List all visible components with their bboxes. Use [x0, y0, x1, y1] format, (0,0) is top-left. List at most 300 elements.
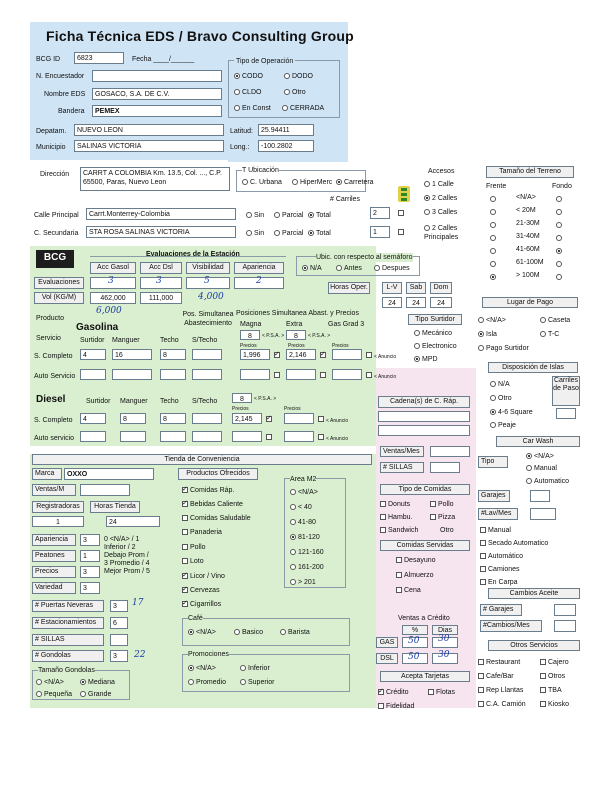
gas-scompleto-label: S. Completo	[34, 353, 73, 360]
cadena-field-1[interactable]	[378, 411, 470, 422]
vol-handwriting-2: 4,000	[198, 292, 224, 302]
pago-isla[interactable]: Isla	[478, 330, 497, 339]
evaluaciones-row-label: Evaluaciones	[34, 277, 84, 289]
srv-cafebar[interactable]: Cafe/Bar	[478, 672, 514, 681]
cafe-na[interactable]: <N/A>	[188, 628, 216, 637]
radio-icon	[234, 105, 240, 111]
prod-saludable[interactable]: Comidas Saludable	[182, 514, 251, 523]
extra-psa: < P.S.A. >	[308, 333, 331, 339]
extra-pos-field[interactable]: 8	[286, 330, 306, 340]
precios-label: Precios	[32, 566, 76, 578]
acceso-2[interactable]: 2 Calles	[424, 194, 457, 203]
cafe-barista[interactable]: Barista	[280, 628, 310, 637]
longitud-label: Long.:	[230, 144, 250, 151]
dsl-price-2[interactable]	[284, 413, 314, 424]
gasgrad3-label: Gas Grad 3	[328, 321, 365, 328]
srv-camion[interactable]: C.A. Camión	[478, 700, 526, 709]
carriles-paso-field[interactable]	[556, 408, 576, 419]
gas-techo[interactable]: 8	[160, 349, 186, 360]
depto-field[interactable]: NUEVO LEON	[74, 124, 224, 136]
surt-electronico[interactable]: Electronico	[414, 342, 457, 351]
radio-icon	[290, 549, 296, 555]
radio-icon	[414, 330, 420, 336]
marca-label: Marca	[32, 468, 62, 480]
gas-surtidor[interactable]: 4	[80, 349, 106, 360]
cadena-field-2[interactable]	[378, 425, 470, 436]
apariencia-field[interactable]: 3	[80, 534, 100, 546]
ventas-field[interactable]	[80, 484, 130, 496]
magna-price-check[interactable]	[274, 352, 280, 358]
horas-lv-value[interactable]: 24	[382, 297, 402, 308]
prod-loto[interactable]: Loto	[182, 557, 204, 566]
pago-surtidor[interactable]: Pago Surtidor	[478, 344, 529, 353]
frente-radio[interactable]	[490, 274, 496, 280]
checkbox-icon	[540, 673, 546, 679]
cp-total[interactable]: Total	[308, 211, 331, 220]
srv-cajero[interactable]: Cajero	[540, 658, 569, 667]
tc-donuts[interactable]: Donuts	[380, 500, 410, 509]
area-40[interactable]: < 40	[290, 503, 312, 512]
eval-acc-dsl-value: 3	[156, 276, 162, 286]
aceite-garajes-field[interactable]	[554, 604, 576, 616]
serv-cena[interactable]: Cena	[396, 586, 421, 595]
surt-mecanico[interactable]: Mecánico	[414, 329, 452, 338]
gasolina-name: Gasolina	[76, 322, 119, 333]
gas-auto-p2[interactable]	[286, 369, 316, 380]
srv-otros[interactable]: Otros	[540, 672, 565, 681]
isla-na[interactable]: N/A	[490, 380, 510, 389]
gas-auto-stecho[interactable]	[192, 369, 222, 380]
checkbox-icon	[430, 514, 436, 520]
fondo-radio[interactable]	[556, 222, 562, 228]
latitud-field[interactable]: 25.94411	[258, 124, 314, 136]
tc-otro[interactable]: Otro	[440, 527, 454, 534]
promo-superior[interactable]: Superior	[240, 678, 274, 687]
fondo-radio[interactable]	[556, 235, 562, 241]
direccion-field[interactable]: CARRT A COLOMBIA Km. 13.5, Col. ..., C.P. 65500, Paras, Nuevo Leon	[80, 167, 230, 191]
cs-parcial[interactable]: Parcial	[274, 229, 303, 238]
gas-col-manguer: Manguer	[112, 337, 140, 344]
ubic-carretera[interactable]: Carretera	[336, 178, 374, 187]
cp-parcial[interactable]: Parcial	[274, 211, 303, 220]
checkbox-icon	[378, 689, 384, 695]
cw-check-manual[interactable]: Manual	[480, 526, 511, 535]
gas-auto-label: Auto Servicio	[34, 373, 76, 380]
page-title: Ficha Técnica EDS / Bravo Consulting Group	[46, 28, 354, 44]
cw-manual[interactable]: Manual	[526, 464, 557, 473]
gas-stecho[interactable]	[192, 349, 222, 360]
tg-mediana[interactable]: Mediana	[80, 678, 115, 687]
dsl-pos-field[interactable]: 8	[232, 393, 252, 403]
credito-title: Ventas a Crédito	[398, 615, 450, 622]
apariencia-label: Apariencia	[32, 534, 76, 546]
tienda-title: Tienda de Conveniencia	[32, 454, 372, 465]
bcg-id-field[interactable]: 6823	[74, 52, 124, 64]
ubicacion-label: T Ubicación	[242, 167, 279, 174]
tc-pizza[interactable]: Pizza	[430, 513, 455, 522]
checkbox-icon	[182, 587, 188, 593]
radio-icon	[290, 579, 296, 585]
tarj-flotas[interactable]: Flotas	[428, 688, 455, 697]
extra-price[interactable]: 2,146	[286, 349, 316, 360]
checkbox-icon	[396, 587, 402, 593]
horas-tienda-field[interactable]: 24	[106, 516, 160, 527]
secundaria-label: C. Secundaria	[34, 230, 79, 237]
area-81-120[interactable]: 81-120	[290, 533, 320, 542]
cw-garajes-field[interactable]	[530, 490, 550, 502]
tc-pollo[interactable]: Pollo	[430, 500, 454, 509]
accesos-label: Accesos	[428, 168, 455, 175]
isla-peaje[interactable]: Peaje	[490, 421, 516, 430]
radio-icon	[242, 179, 248, 185]
gas-auto-anuncio: < Anuncio	[374, 374, 397, 380]
radio-icon	[290, 534, 296, 540]
gas-auto-p1[interactable]	[240, 369, 270, 380]
op-en-const[interactable]: En Const	[234, 104, 271, 113]
radio-icon	[290, 489, 296, 495]
surt-mpd[interactable]: MPD	[414, 355, 438, 364]
promo-promedio[interactable]: Promedio	[188, 678, 226, 687]
checkbox-icon	[478, 673, 484, 679]
credito-gas-label: GAS	[376, 637, 398, 648]
checkbox-icon	[540, 701, 546, 707]
prod-bebidas[interactable]: ✓Bebidas Caliente	[182, 500, 243, 509]
dsl-auto-label: Auto servicio	[34, 435, 75, 442]
servidas-title: Comidas Servidas	[380, 540, 470, 551]
checkbox-icon	[182, 487, 188, 493]
frente-radio[interactable]	[490, 196, 496, 202]
radio-icon	[234, 73, 240, 79]
radio-icon	[374, 265, 380, 271]
horas-dom-value[interactable]: 24	[430, 297, 452, 308]
dsl-auto-p2-check[interactable]	[318, 434, 324, 440]
dsl-price[interactable]: 2,145	[232, 413, 262, 424]
checkbox-icon	[430, 501, 436, 507]
sem-antes[interactable]: Antes	[336, 264, 362, 273]
dsl-surtidor[interactable]: 4	[80, 413, 106, 424]
op-dodo[interactable]: DODO	[284, 72, 313, 81]
isla-square[interactable]: 4-6 Square	[490, 408, 533, 417]
prod-cervezas[interactable]: ✓Cervezas	[182, 586, 220, 595]
acceso-1[interactable]: 1 Calle	[424, 180, 454, 189]
calle-principal-field[interactable]: Carrt.Monterrey-Colombia	[86, 208, 236, 220]
op-cerrada[interactable]: CERRADA	[282, 104, 324, 113]
credito-dias-label: Dias	[432, 625, 458, 635]
tienda-sillas-field[interactable]	[110, 634, 128, 646]
eval-col-acc-dsl: Acc Dsl	[140, 262, 182, 274]
isla-otro[interactable]: Otro	[490, 394, 512, 403]
tg-grande[interactable]: Grande	[80, 690, 111, 699]
ventas-mes-field[interactable]	[430, 446, 470, 457]
vol-dsl-field[interactable]: 111,000	[140, 292, 182, 304]
cadena-label: Cadena(s) de C. Ráp.	[378, 396, 470, 408]
checkbox-icon	[396, 557, 402, 563]
tg-na[interactable]: <N/A>	[36, 678, 64, 687]
pago-caseta[interactable]: Caseta	[540, 316, 570, 325]
frente-radio[interactable]	[490, 209, 496, 215]
srv-llantas[interactable]: Rep Llantas	[478, 686, 523, 695]
productos-title: Productos Ofrecidos	[178, 468, 258, 480]
encuestador-field[interactable]	[92, 70, 222, 82]
dsl-manguer[interactable]: 8	[120, 413, 146, 424]
marca-field[interactable]: OXXO	[64, 468, 154, 480]
gondolas-field[interactable]: 3	[110, 650, 128, 662]
promo-inferior[interactable]: Inferior	[240, 664, 270, 673]
prod-pollo[interactable]: Pollo	[182, 543, 206, 552]
area-na[interactable]: <N/A>	[290, 488, 318, 497]
credito-dsl-dias-value: 30	[438, 650, 450, 660]
latitud-label: Latitud:	[230, 128, 253, 135]
surtidor-title: Tipo Surtidor	[408, 314, 462, 325]
bandera-field[interactable]: PEMEX	[92, 105, 222, 117]
horas-dom: Dom	[430, 282, 452, 294]
eval-col-apariencia: Apariencia	[234, 262, 284, 274]
srv-kiosko[interactable]: Kiosko	[540, 700, 569, 709]
aceite-cambios-field[interactable]	[554, 620, 576, 632]
area-121-160[interactable]: 121-160	[290, 548, 324, 557]
radio-icon	[478, 331, 484, 337]
municipio-field[interactable]: SALINAS VICTORIA	[74, 140, 224, 152]
tg-pequena[interactable]: Pequeña	[36, 690, 72, 699]
credito-gas-dias-value: 30	[438, 634, 450, 644]
eval-col-acc-gasol: Acc Gasol	[90, 262, 136, 274]
horas-label: Horas Oper.	[328, 282, 370, 294]
diesel-name: Diesel	[36, 394, 66, 405]
comidas-sillas-field[interactable]	[430, 462, 460, 473]
radio-icon	[234, 629, 240, 635]
cw-check-automatico[interactable]: Automático	[480, 552, 523, 561]
tienda-sillas-label: # SILLAS	[32, 634, 104, 646]
fondo-radio[interactable]	[556, 196, 562, 202]
gas-manguer[interactable]: 16	[112, 349, 152, 360]
dsl-price-check[interactable]	[266, 416, 272, 422]
vol-handwriting-1: 6,000	[96, 306, 122, 316]
serv-desayuno[interactable]: Desayuno	[396, 556, 436, 565]
checkbox-icon	[478, 687, 484, 693]
srv-tba[interactable]: TBA	[540, 686, 562, 695]
carriles-label: # Carriles	[330, 196, 360, 203]
longitud-field[interactable]: -100.2802	[258, 140, 314, 152]
prod-cigarrillos[interactable]: ✓Cigarrillos	[182, 600, 221, 609]
checkbox-icon	[480, 566, 486, 572]
frente-radio[interactable]	[490, 235, 496, 241]
srv-restaurant[interactable]: Restaurant	[478, 658, 520, 667]
frente-radio[interactable]	[490, 248, 496, 254]
credito-pct-label: %	[402, 625, 428, 635]
bandera-label: Bandera	[58, 108, 85, 115]
cafe-label: Café	[188, 615, 203, 622]
radio-icon	[188, 679, 194, 685]
checkbox-icon	[380, 527, 386, 533]
dsl-techo[interactable]: 8	[160, 413, 186, 424]
horas-lv: L-V	[382, 282, 402, 294]
magna-pos-field[interactable]: 8	[240, 330, 260, 340]
direccion-label: Dirección	[40, 171, 70, 178]
tc-sandwich[interactable]: Sandwich	[380, 526, 418, 535]
checkbox-icon	[182, 601, 188, 607]
op-cldo[interactable]: CLDO	[234, 88, 261, 97]
dsl-psa: < P.S.A. >	[254, 396, 277, 402]
ubic-hipermerc[interactable]: HiperMerc	[292, 178, 332, 187]
sem-despues[interactable]: Despues	[374, 264, 410, 273]
dsl-auto-p2[interactable]	[284, 431, 314, 442]
cw-na[interactable]: <N/A>	[526, 452, 554, 461]
fondo-radio[interactable]	[556, 248, 562, 254]
dsl-auto-manguer[interactable]	[120, 431, 146, 442]
prod-licor[interactable]: ✓Licor / Vino	[182, 572, 225, 581]
fondo-radio[interactable]	[556, 274, 562, 280]
carriles-main-field[interactable]: 2	[370, 207, 390, 219]
estacionamientos-label: # Estacionamientos	[32, 617, 104, 629]
dsl-auto-p1[interactable]	[232, 431, 262, 442]
checkbox-icon	[480, 579, 486, 585]
cp-sin[interactable]: Sin	[246, 211, 264, 220]
cs-total[interactable]: Total	[308, 229, 331, 238]
puertas-field[interactable]: 3	[110, 600, 128, 612]
dsl-precios-1: Precios	[232, 406, 249, 412]
carriles-sec-check[interactable]	[398, 229, 404, 235]
gas-auto-surtidor[interactable]	[80, 369, 106, 380]
gas-anuncio: < Anuncio	[374, 354, 397, 360]
cw-check-carpa[interactable]: En Carpa	[480, 578, 518, 587]
radio-icon	[290, 564, 296, 570]
dsl-price-2-check[interactable]	[318, 416, 324, 422]
radio-icon	[414, 343, 420, 349]
horas-sab-value[interactable]: 24	[406, 297, 426, 308]
precios-field[interactable]: 3	[80, 566, 100, 578]
pago-tc[interactable]: T-C	[540, 330, 559, 339]
serv-almuerzo[interactable]: Almuerzo	[396, 571, 434, 580]
gondolas-note: 22	[134, 650, 146, 660]
checkbox-icon	[478, 701, 484, 707]
checkbox-icon	[182, 558, 188, 564]
puertas-note: 17	[132, 598, 144, 608]
credito-gas-pct-value: 50	[408, 636, 420, 646]
gas3-price[interactable]	[332, 349, 362, 360]
cw-garajes-label: Garajes	[478, 490, 510, 502]
producto-label: Producto	[36, 315, 65, 322]
frente-radio[interactable]	[490, 261, 496, 267]
eval-apariencia-value: 2	[256, 276, 262, 286]
magna-price[interactable]: 1,996	[240, 349, 270, 360]
dsl-col-stecho: S/Techo	[192, 398, 218, 405]
tc-hambu[interactable]: Hambu.	[380, 513, 413, 522]
gas-auto-p3[interactable]	[332, 369, 362, 380]
gas-auto-manguer[interactable]	[112, 369, 152, 380]
dsl-auto-surtidor[interactable]	[80, 431, 106, 442]
radio-icon	[284, 73, 290, 79]
tarj-credito[interactable]: ✓Crédito	[378, 688, 409, 697]
cs-sin[interactable]: Sin	[246, 229, 264, 238]
pago-na[interactable]: <N/A>	[478, 316, 506, 325]
fecha-label: Fecha ____/______	[132, 56, 195, 63]
dsl-auto-stecho[interactable]	[192, 431, 222, 442]
estacionamientos-field[interactable]: 6	[110, 617, 128, 629]
cw-auto[interactable]: Automatico	[526, 477, 569, 486]
peatones-field[interactable]: 1	[80, 550, 100, 562]
dsl-auto-p1-check[interactable]	[266, 434, 272, 440]
checkbox-icon	[480, 553, 486, 559]
prod-comidas[interactable]: ✓Comidas Ráp.	[182, 486, 234, 495]
cw-lav-label: #Lav/Mes	[478, 508, 518, 520]
extra-label: Extra	[286, 321, 303, 328]
carriles-paso-label: Carriles de Paso	[552, 376, 580, 406]
checkbox-icon	[182, 501, 188, 507]
checkbox-icon	[478, 659, 484, 665]
op-otro[interactable]: Otro	[284, 88, 306, 97]
tarj-fidelidad[interactable]: Fidelidad	[378, 702, 414, 711]
checkbox-icon	[428, 689, 434, 695]
dsl-stecho[interactable]	[192, 413, 222, 424]
scale-legend: 0 <N/A> / 1 Inferior / 2 Debajo Prom / 3 Promedio / 4 Mejor Prom / 5	[104, 536, 150, 575]
checkbox-icon	[380, 501, 386, 507]
acceso-3[interactable]: 3 Calles	[424, 208, 457, 217]
radio-icon	[246, 230, 252, 236]
gas-auto-techo[interactable]	[160, 369, 186, 380]
radio-icon	[336, 179, 342, 185]
checkbox-icon	[396, 572, 402, 578]
sem-na[interactable]: N/A	[302, 264, 322, 273]
radio-icon	[80, 691, 86, 697]
radio-icon	[280, 629, 286, 635]
area-161-200[interactable]: 161-200	[290, 563, 324, 572]
cw-check-secado[interactable]: Secado Automatico	[480, 539, 548, 548]
cw-check-camiones[interactable]: Camiones	[480, 565, 520, 574]
carriles-main-check[interactable]	[398, 210, 404, 216]
traffic-light-icon	[398, 186, 410, 202]
carriles-sec-field[interactable]: 1	[370, 226, 390, 238]
prod-panaderia[interactable]: Panaderia	[182, 528, 222, 537]
credito-dsl-label: DSL	[376, 653, 398, 664]
bcg-id-label: BCG ID	[36, 56, 61, 63]
ubic-urbana[interactable]: C. Urbana	[242, 178, 282, 187]
op-codo[interactable]: CODO	[234, 72, 263, 81]
promo-na[interactable]: <N/A>	[188, 664, 216, 673]
terreno-title: Tamaño del Terreno	[486, 166, 574, 178]
gas-auto-p2-check[interactable]	[320, 372, 326, 378]
nombre-field[interactable]: GOSACO, S.A. DE C.V.	[92, 88, 222, 100]
radio-icon	[302, 265, 308, 271]
gas-auto-p1-check[interactable]	[274, 372, 280, 378]
radio-icon	[490, 422, 496, 428]
acceso-4[interactable]: 2 Calles Principales	[424, 225, 459, 241]
cafe-basico[interactable]: Basico	[234, 628, 263, 637]
dsl-auto-anuncio: < Anuncio	[326, 436, 349, 442]
frente-radio[interactable]	[490, 222, 496, 228]
secundaria-field[interactable]: STA ROSA SALINAS VICTORIA	[86, 226, 236, 238]
fondo-label: Fondo	[552, 183, 572, 190]
cw-lav-field[interactable]	[530, 508, 556, 520]
posiciones-label: Posiciones Simultanea Abast. y Precios	[236, 310, 359, 317]
radio-icon	[478, 345, 484, 351]
fondo-radio[interactable]	[556, 209, 562, 215]
radio-icon	[424, 209, 430, 215]
nombre-label: Nombre EDS	[44, 91, 86, 98]
extra-price-check[interactable]	[320, 352, 326, 358]
registradoras-field[interactable]: 1	[32, 516, 84, 527]
gas3-price-check[interactable]	[366, 352, 372, 358]
dsl-auto-techo[interactable]	[160, 431, 186, 442]
vol-gas-field[interactable]: 462,000	[90, 292, 136, 304]
puertas-label: # Puertas Neveras	[32, 600, 104, 612]
tipo-operacion-label: Tipo de Operación	[236, 58, 294, 65]
dsl-col-surtidor: Surtidor	[86, 398, 111, 405]
area-41-80[interactable]: 41-80	[290, 518, 316, 527]
area-201[interactable]: > 201	[290, 578, 316, 587]
variedad-field[interactable]: 3	[80, 582, 100, 594]
gas-auto-p3-check[interactable]	[366, 372, 372, 378]
fondo-radio[interactable]	[556, 261, 562, 267]
